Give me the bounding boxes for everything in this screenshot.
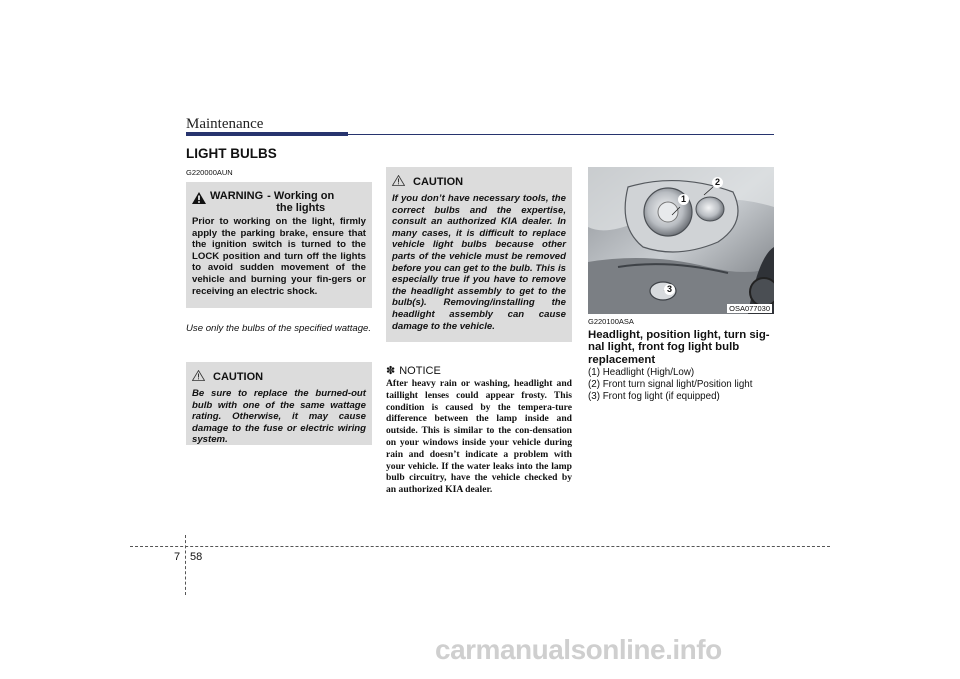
list-item: (3) Front fog light (if equipped) xyxy=(588,391,720,403)
figure-label: OSA077030 xyxy=(729,304,770,313)
headlight-illustration xyxy=(588,167,774,314)
footer-divider xyxy=(185,535,186,595)
section-title: LIGHT BULBS xyxy=(186,146,277,161)
page-number: 58 xyxy=(190,551,203,563)
header-rule-thin xyxy=(348,134,774,135)
caution-title-left: CAUTION xyxy=(213,371,264,383)
warning-body: Prior to working on the light, firmly apply the parking brake, ensure that the ignition switch is turned to the LOCK position and turn off the lights to avoid sudden movement of the vehicle and burning your fin-gers or receiving an electric shock. xyxy=(192,216,366,297)
notice-header xyxy=(386,364,441,377)
caution-header-left xyxy=(192,368,366,386)
chapter-number: 7 xyxy=(174,551,181,563)
warning-subtitle-line2: the lights xyxy=(276,202,326,214)
warning-box xyxy=(186,182,372,308)
header-rule-dark xyxy=(186,132,348,136)
caution-body-middle: If you don’t have necessary tools, the correct bulbs and the expertise, consult an authorized KIA dealer. In many cases, it is difficult to replace vehicle light bulbs because other parts of the vehicle must be removed before you can get to the bulb. This is especially true if you have to remove the headlight assembly to get to the bulb(s). Removing/installing the headlight assembly can cause damage to the vehicle. xyxy=(392,193,566,332)
caution-title-middle: CAUTION xyxy=(413,176,464,188)
warning-title: WARNING xyxy=(210,190,264,202)
list-item: (2) Front turn signal light/Position light xyxy=(588,379,753,391)
warning-triangle-icon xyxy=(192,191,206,209)
caution-triangle-icon xyxy=(392,173,405,191)
notice-title: NOTICE xyxy=(399,364,441,377)
list-item: (1) Headlight (High/Low) xyxy=(588,367,695,378)
intro-paragraph: Use only the bulbs of the specified wattage. xyxy=(186,323,372,334)
caution-body-left: Be sure to replace the burned-out bulb with one of the same wattage rating. Otherwise, it may cause damage to the fuse or electric wiring system. xyxy=(192,388,366,446)
section-code: G220000AUN xyxy=(186,168,233,177)
notice-star-icon: ✽ xyxy=(386,365,396,377)
warning-subtitle-line1: - Working on xyxy=(267,190,335,202)
callout-1: 1 xyxy=(678,194,689,205)
caution-box-middle xyxy=(386,167,572,342)
caution-header-middle xyxy=(392,173,566,191)
right-section-code: G220100ASA xyxy=(588,317,634,326)
caution-triangle-icon xyxy=(192,368,205,386)
running-header: Maintenance xyxy=(186,116,264,132)
callout-3: 3 xyxy=(664,284,675,295)
headlight-figure xyxy=(588,167,774,314)
caution-box-left xyxy=(186,362,372,445)
right-heading: Headlight, position light, turn sig-nal light, front fog light bulb replacement xyxy=(588,329,770,366)
watermark: carmanualsonline.info xyxy=(435,634,722,665)
warning-header xyxy=(192,190,366,214)
notice-body: After heavy rain or washing, headlight and taillight lenses could appear frosty. This condition is caused by the tempera-ture difference between the lamp inside and outside. This is similar to the con-densation on your windows inside your vehicle during rain and doesn’t indicate a problem with your vehicle. If the water leaks into the lamp bulb circuitry, have the vehicle checked by an authorized KIA dealer. xyxy=(386,378,572,496)
bulb-list xyxy=(588,367,752,404)
footer-rule xyxy=(130,546,830,547)
callout-2: 2 xyxy=(712,177,723,188)
